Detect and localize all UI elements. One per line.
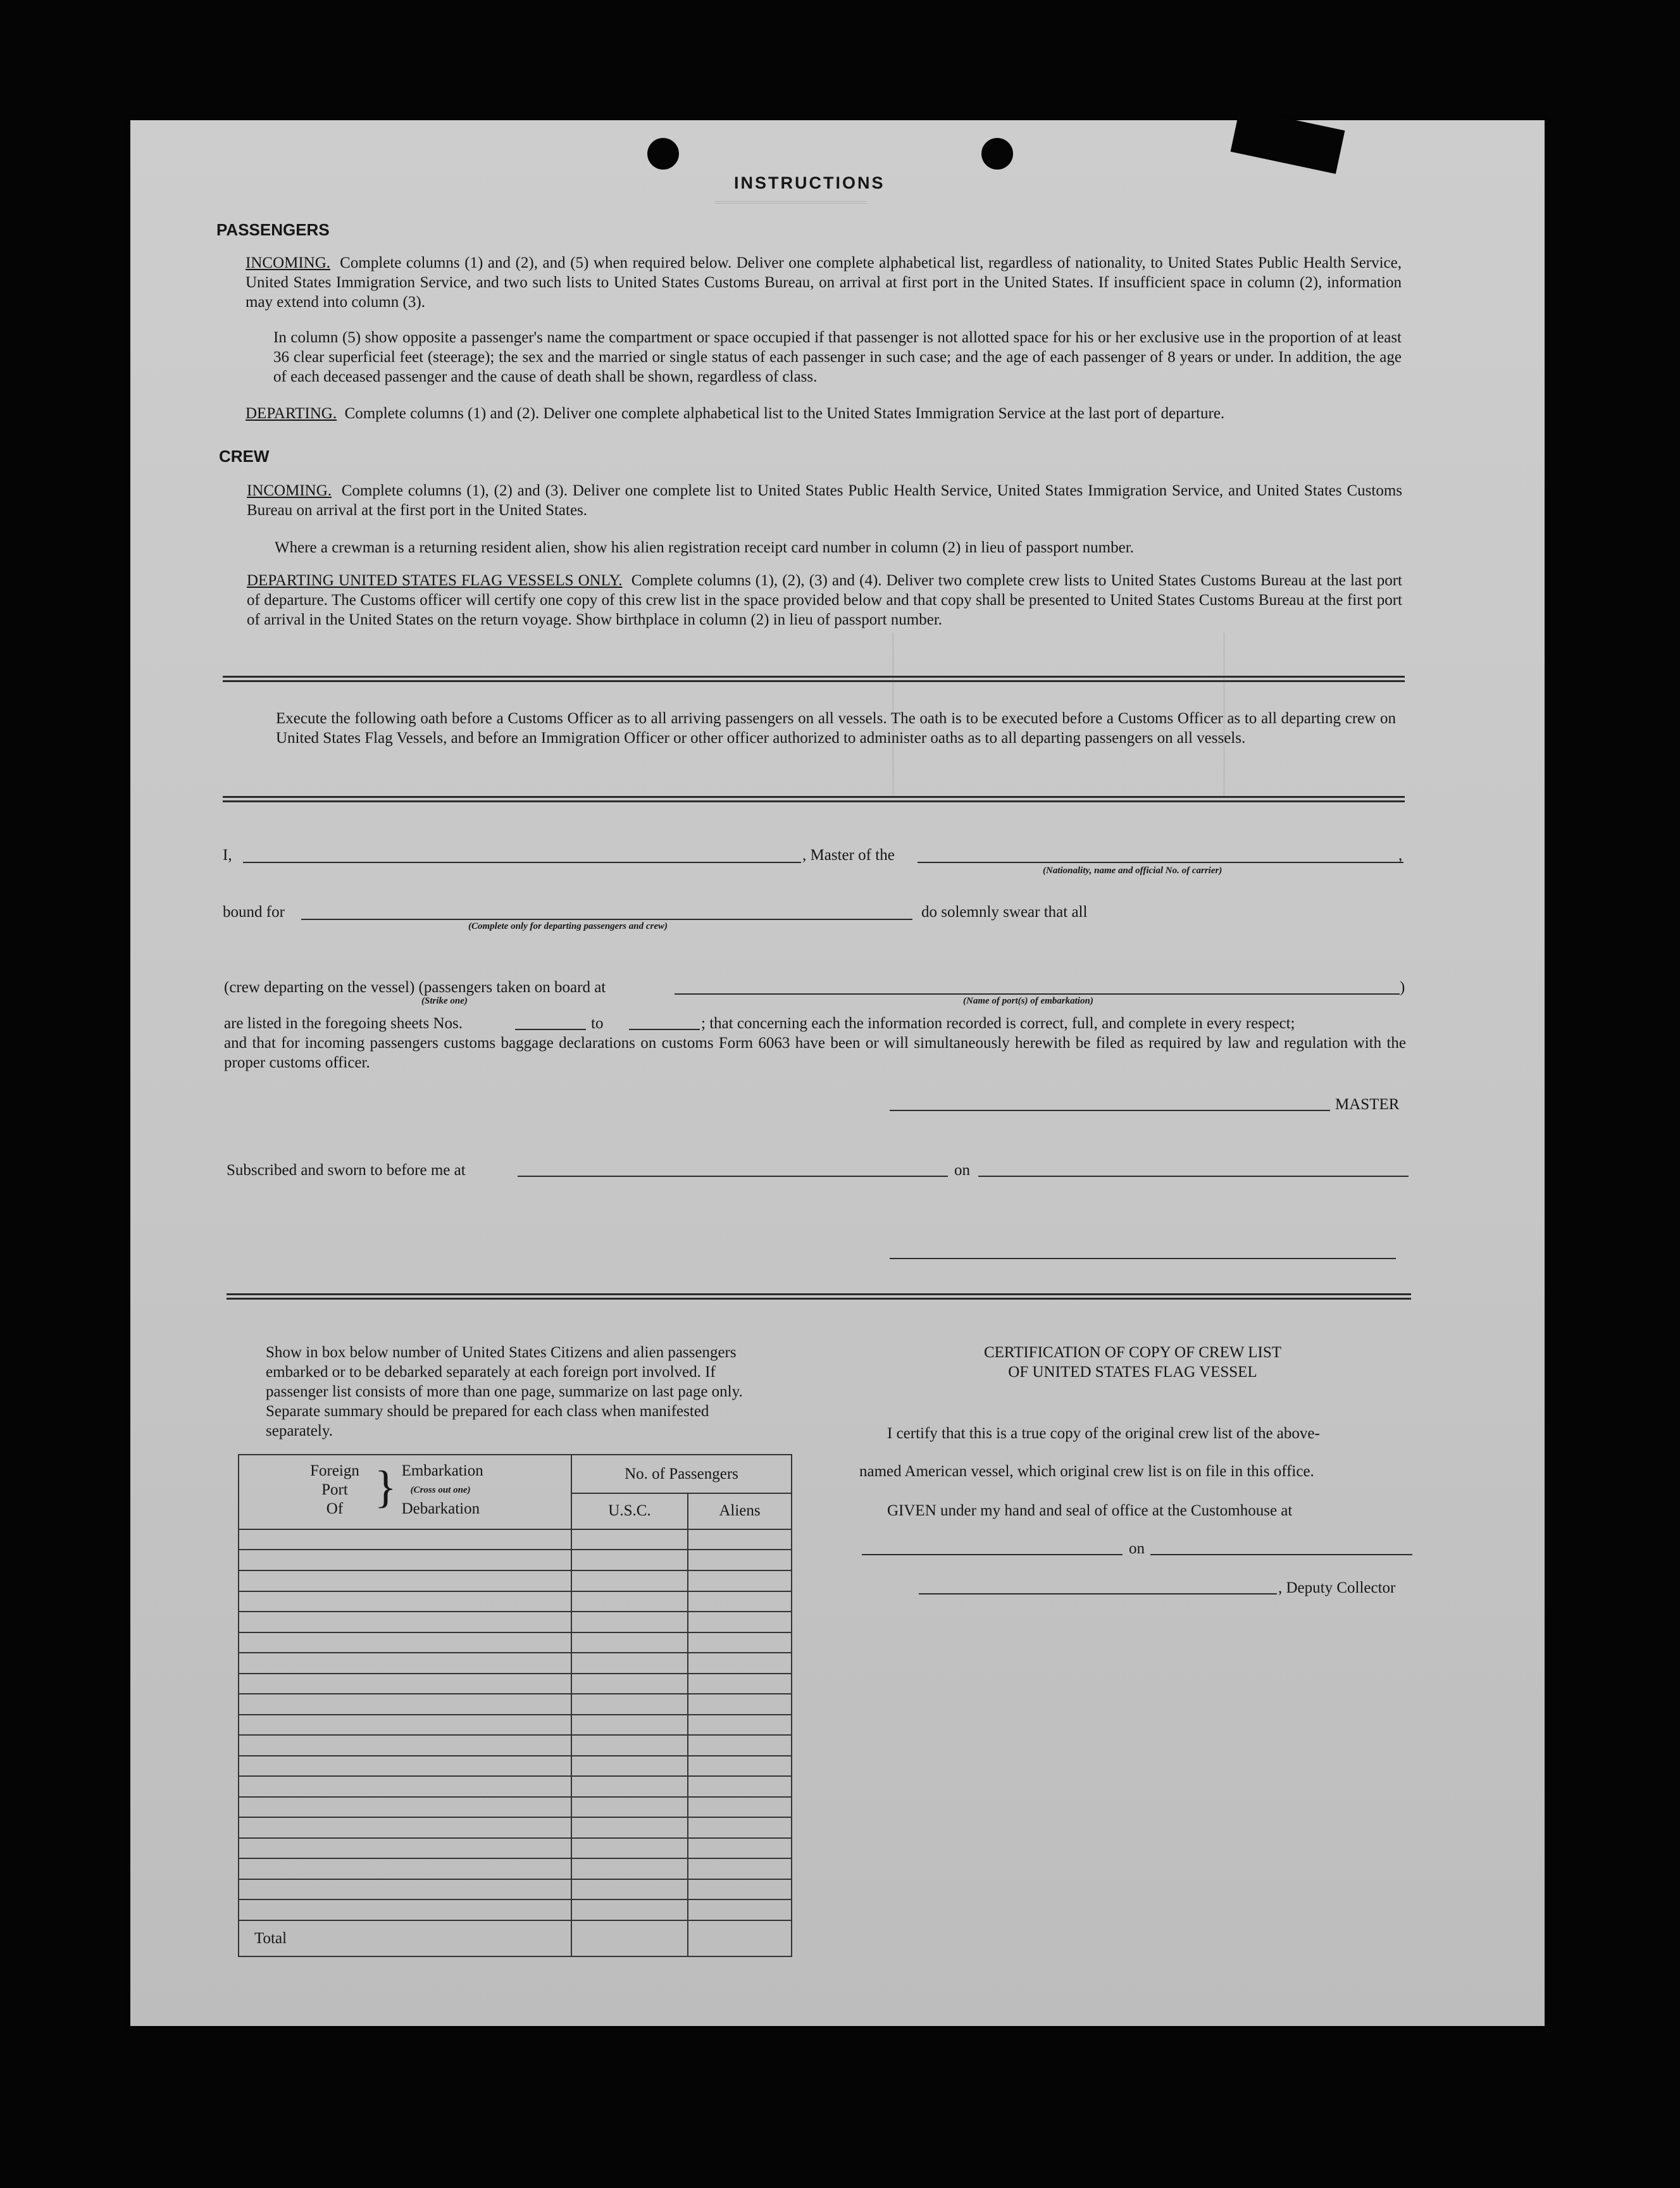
crew-resident: Where a crewman is a returning resident alien, show his alien registration receipt card number in column (2) in lieu of passport number. (275, 539, 1134, 556)
table-row[interactable] (239, 1632, 571, 1653)
passengers-column5: In column (5) show opposite a passenger's name the compartment or space occupied if that passenger is not allotted space for his or her exclusive use in the proportion of at least 36 clear superficial feet (steerage); the sex and the married or single status of each passenger in such case; and the age of each passenger of 8 years or under. In addition, the age of each deceased passenger and the cause of death shall be shown, regardless of class. (273, 329, 1402, 385)
passengers-incoming-label: INCOMING. (246, 254, 331, 271)
total-usc-cell[interactable] (571, 1920, 688, 1956)
total-aliens-cell[interactable] (688, 1920, 792, 1956)
customhouse-field[interactable] (862, 1554, 1123, 1555)
table-row[interactable] (239, 1858, 571, 1879)
passengers-departing (246, 404, 1403, 423)
bleed-through-stamp (715, 201, 867, 242)
table-row[interactable] (239, 1735, 571, 1756)
sheet-to-field[interactable] (629, 1029, 700, 1030)
certification-title-2: OF UNITED STATES FLAG VESSEL (1008, 1364, 1257, 1381)
divider-1 (223, 676, 1405, 682)
deputy-signature-field[interactable] (919, 1593, 1277, 1594)
certification-date-field[interactable] (1150, 1554, 1412, 1555)
master-name-field[interactable] (243, 862, 801, 863)
oath-i-label: I, (223, 847, 232, 864)
table-row[interactable] (239, 1529, 571, 1550)
oath-master-of: , Master of the (802, 847, 895, 864)
passengers-incoming-text: Complete columns (1) and (2), and (5) when required below. Deliver one complete alphabetical list, regardless of nationality, to United States Public Health Service, United States Immigration Service, and two such lists to United States Customs Bureau, on arrival at first port in the United States. If insufficient space in column (2), information may extend into column (3). (246, 254, 1402, 311)
table-row[interactable] (239, 1674, 571, 1694)
oath-listed-rest: and that for incoming passengers customs baggage declarations on customs Form 6063 have been or will simultaneously herewith be filed as required by law and regulation with the proper customs officer. (224, 1035, 1406, 1071)
oath-swear: do solemnly swear that all (921, 904, 1088, 921)
sworn-on-label: on (954, 1162, 970, 1179)
certification-title (880, 1343, 1386, 1382)
sheet-from-field[interactable] (515, 1029, 586, 1030)
deputy-collector-label: , Deputy Collector (1278, 1579, 1396, 1596)
passengers-incoming (246, 253, 1402, 312)
passenger-summary-table (238, 1454, 792, 1957)
table-row[interactable] (239, 1899, 571, 1920)
table-row[interactable] (239, 1612, 571, 1632)
bound-caption: (Complete only for departing passengers and crew) (468, 921, 668, 931)
port-header-1: Foreign (310, 1462, 359, 1479)
usc-header: U.S.C. (571, 1493, 688, 1529)
certification-title-1: CERTIFICATION OF COPY OF CREW LIST (983, 1344, 1282, 1361)
cross-out-caption: (Cross out one) (410, 1485, 471, 1495)
aliens-header: Aliens (688, 1493, 792, 1529)
sworn-date-field[interactable] (978, 1176, 1409, 1177)
oath-listed-suffix: ; that concerning each the information recorded is correct, full, and complete in every respect; (701, 1015, 1295, 1032)
brace-icon: } (375, 1462, 397, 1512)
crew-incoming (247, 481, 1402, 520)
master-label: MASTER (1335, 1096, 1400, 1113)
table-row[interactable] (239, 1715, 571, 1736)
passengers-departing-text: Complete columns (1) and (2). Deliver one complete alphabetical list to the United States Immigration Service at the last port of departure. (344, 405, 1225, 422)
crew-departing-text: Complete columns (1), (2), (3) and (4). Deliver two complete crew lists to United States Customs Bureau at the last port of departure. The Customs officer will certify one copy of this crew list in the space provided below and that copy shall be presented to United States Customs Bureau at the first port of arrival in the United States on the return voyage. Show birthplace in column (2) in lieu of passport number. (247, 572, 1403, 628)
crew-departing (247, 571, 1402, 630)
oath-bound-for: bound for (223, 904, 285, 921)
carrier-caption: (Nationality, name and official No. of carrier) (1043, 866, 1223, 876)
crew-departing-label: DEPARTING UNITED STATES FLAG VESSELS ONLY. (247, 572, 623, 589)
crew-incoming-text: Complete columns (1), (2) and (3). Deliver one complete list to United States Public Health Service, United States Immigration Service, and United States Customs Bureau on arrival at the first port in the United States. (247, 482, 1402, 519)
crew-heading: CREW (219, 447, 270, 466)
table-row[interactable] (239, 1797, 571, 1818)
strike-one-caption: (Strike one) (421, 996, 468, 1006)
table-row[interactable] (239, 1838, 571, 1859)
embark-caption: (Name of port(s) of embarkation) (963, 996, 1093, 1006)
instructions-title: INSTRUCTIONS (734, 173, 885, 192)
divider-2 (223, 796, 1405, 802)
divider-3 (227, 1293, 1411, 1300)
passengers-heading: PASSENGERS (216, 220, 330, 239)
table-row[interactable] (239, 1570, 571, 1591)
table-row[interactable] (239, 1653, 571, 1674)
sworn-place-field[interactable] (518, 1176, 948, 1177)
no-passengers-header: No. of Passengers (571, 1455, 792, 1493)
embarkation-field[interactable] (675, 993, 1400, 995)
punch-hole-right (981, 138, 1013, 170)
certification-on: on (1129, 1540, 1145, 1557)
oath-crew-departing: (crew departing on the vessel) (passengers taken on board at (224, 979, 606, 996)
table-row[interactable] (239, 1694, 571, 1715)
table-row[interactable] (239, 1879, 571, 1900)
embarkation-label: Embarkation (401, 1462, 483, 1479)
carrier-field[interactable] (918, 862, 1403, 863)
port-header-3: Of (326, 1500, 344, 1517)
master-signature-field[interactable] (890, 1110, 1330, 1111)
table-row[interactable] (239, 1591, 571, 1612)
table-row[interactable] (239, 1550, 571, 1570)
table-row[interactable] (239, 1817, 571, 1838)
crew-incoming-label: INCOMING. (247, 482, 332, 499)
port-header-2: Port (321, 1481, 348, 1498)
officer-signature-field[interactable] (890, 1258, 1396, 1259)
subscribed-label: Subscribed and sworn to before me at (227, 1162, 466, 1179)
bound-for-field[interactable] (301, 919, 912, 920)
certification-line-3: GIVEN under my hand and seal of office at the Customhouse at (887, 1502, 1293, 1519)
table-row[interactable] (239, 1756, 571, 1777)
table-row[interactable] (239, 1776, 571, 1797)
debarkation-label: Debarkation (401, 1500, 480, 1517)
oath-intro: Execute the following oath before a Customs Officer as to all arriving passengers on all vessels. The oath is to be executed before a Customs Officer as to all departing crew on United States Flag Vessels, and before an Immigration Officer or other officer authorized to administer oaths as to all departing passengers on all vessels. (276, 710, 1396, 747)
oath-listed-prefix: are listed in the foregoing sheets Nos. (224, 1015, 463, 1032)
certification-line-1: I certify that this is a true copy of the original crew list of the above- (887, 1425, 1320, 1442)
total-label: Total (239, 1920, 571, 1956)
port-header (239, 1455, 571, 1529)
passengers-departing-label: DEPARTING. (246, 405, 337, 422)
summary-note: Show in box below number of United States Citizens and alien passengers embarked or to be debarked separately at each foreign port involved. If passenger list consists of more than one page, summarize on last page only. Separate summary should be prepared for each class when manifested separately. (266, 1344, 743, 1439)
oath-to: to (591, 1015, 604, 1032)
punch-hole-left (647, 138, 679, 170)
certification-line-2: named American vessel, which original crew list is on file in this office. (859, 1463, 1314, 1480)
